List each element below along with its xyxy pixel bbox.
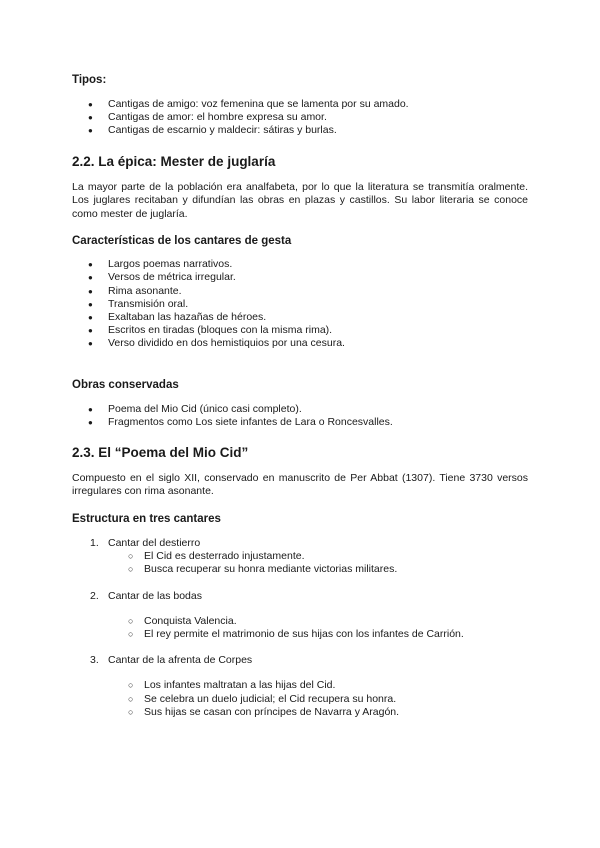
list-item: ● Cantigas de escarnio y maldecir: sátiras y burlas. bbox=[72, 124, 528, 137]
cantares-list bbox=[72, 537, 528, 719]
epica-paragraph: La mayor parte de la población era analfabeta, por lo que la literatura se transmitía oralmente. Los juglares recitaban y difundían las obras en plazas y castillos. Su labor literaria se conoce como mester de juglaría. bbox=[72, 180, 528, 220]
caracteristicas-heading: Características de los cantares de gesta bbox=[72, 235, 292, 248]
list-item: ● Largos poemas narrativos. bbox=[72, 258, 528, 271]
document-page bbox=[72, 70, 528, 719]
tipos-heading: Tipos: bbox=[72, 74, 107, 86]
cantar-number: 2. bbox=[90, 589, 99, 602]
cantar-sublist bbox=[108, 679, 528, 719]
list-item: ● Rima asonante. bbox=[72, 285, 528, 298]
obras-heading: Obras conservadas bbox=[72, 378, 179, 391]
list-item: ● Cantigas de amor: el hombre expresa su amor. bbox=[72, 111, 528, 124]
estructura-heading: Estructura en tres cantares bbox=[72, 512, 221, 525]
list-item: ○ Los infantes maltratan a las hijas del Cid. bbox=[108, 679, 528, 692]
list-item: ● Transmisión oral. bbox=[72, 298, 528, 311]
cantar-item bbox=[72, 590, 528, 642]
list-item: ● Fragmentos como Los siete infantes de Lara o Roncesvalles. bbox=[72, 416, 528, 429]
cantar-sublist bbox=[108, 615, 528, 641]
obras-list bbox=[72, 403, 528, 429]
list-item: ○ Sus hijas se casan con príncipes de Navarra y Aragón. bbox=[108, 706, 528, 719]
list-item: ● Versos de métrica irregular. bbox=[72, 271, 528, 284]
cantar-number: 3. bbox=[90, 654, 99, 667]
list-item: ● Poema del Mio Cid (único casi completo). bbox=[72, 403, 528, 416]
cantar-item bbox=[72, 537, 528, 577]
cantar-item bbox=[72, 654, 528, 719]
section-heading-cid: 2.3. El “Poema del Mio Cid” bbox=[72, 444, 249, 460]
cantar-number: 1. bbox=[90, 536, 99, 549]
list-item: ● Exaltaban las hazañas de héroes. bbox=[72, 311, 528, 324]
section-heading-epica: 2.2. La épica: Mester de juglaría bbox=[72, 153, 276, 169]
caracteristicas-list bbox=[72, 258, 528, 350]
cantar-title: Cantar de la afrenta de Corpes bbox=[108, 654, 253, 667]
cid-paragraph: Compuesto en el siglo XII, conservado en manuscrito de Per Abbat (1307). Tiene 3730 versos irregulares con rima asonante. bbox=[72, 471, 528, 498]
list-item: ● Cantigas de amigo: voz femenina que se lamenta por su amado. bbox=[72, 98, 528, 111]
list-item: ○ Busca recuperar su honra mediante victorias militares. bbox=[108, 563, 528, 576]
tipos-list bbox=[72, 98, 528, 138]
cantar-title: Cantar de las bodas bbox=[108, 589, 202, 602]
cantar-sublist bbox=[108, 550, 528, 576]
list-item: ● Verso dividido en dos hemistiquios por una cesura. bbox=[72, 337, 528, 350]
cantar-title: Cantar del destierro bbox=[108, 536, 201, 549]
list-item: ○ Conquista Valencia. bbox=[108, 615, 528, 628]
list-item: ○ El Cid es desterrado injustamente. bbox=[108, 550, 528, 563]
list-item: ○ Se celebra un duelo judicial; el Cid recupera su honra. bbox=[108, 693, 528, 706]
list-item: ○ El rey permite el matrimonio de sus hijas con los infantes de Carrión. bbox=[108, 628, 528, 641]
list-item: ● Escritos en tiradas (bloques con la misma rima). bbox=[72, 324, 528, 337]
